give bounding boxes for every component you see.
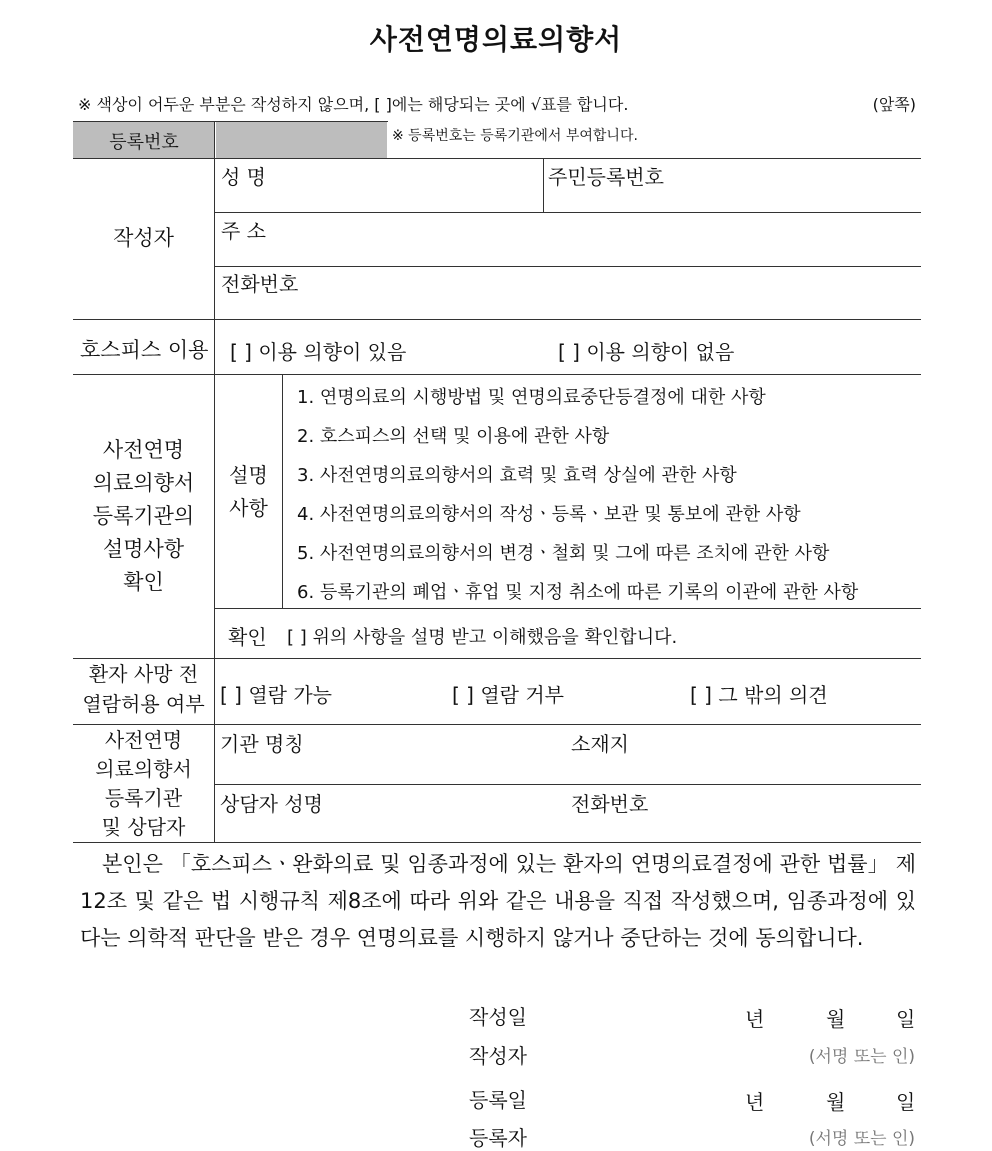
year-label: 년 (745, 1090, 765, 1114)
explanation-label-line: 설명사항 (102, 537, 185, 561)
document-title: 사전연명의료의향서 (369, 23, 623, 56)
institution-label-line: 사전연명 (104, 728, 183, 752)
explanation-item: 6. 등록기관의 폐업ㆍ휴업 및 지정 취소에 따른 기록의 이관에 관한 사항 (297, 582, 859, 603)
viewing-label-line: 열람허용 여부 (82, 692, 205, 716)
phone-label: 전화번호 (221, 272, 299, 296)
confirm-checkbox-text[interactable]: [ ] 위의 사항을 설명 받고 이해했음을 확인합니다. (287, 627, 678, 648)
page-side-label: (앞쪽) (872, 95, 916, 114)
explanation-item: 3. 사전연명의료의향서의 효력 및 효력 상실에 관한 사항 (297, 465, 737, 486)
rrn-label: 주민등록번호 (548, 165, 664, 189)
institution-location-label: 소재지 (571, 732, 629, 756)
institution-name-label: 기관 명칭 (220, 732, 304, 756)
day-label: 일 (896, 1007, 916, 1031)
registration-number-field (216, 121, 387, 158)
explanation-item: 4. 사전연명의료의향서의 작성ㆍ등록ㆍ보관 및 통보에 관한 사항 (297, 504, 801, 525)
explanation-item: 5. 사전연명의료의향서의 변경ㆍ철회 및 그에 따른 조치에 관한 사항 (297, 543, 830, 564)
address-label: 주 소 (221, 219, 266, 243)
name-label: 성 명 (221, 165, 266, 189)
rule (73, 724, 921, 725)
counselor-name-label: 상담자 성명 (220, 792, 323, 816)
institution-label-line: 의료의향서 (95, 757, 192, 781)
year-label: 년 (745, 1007, 765, 1031)
rule (73, 158, 921, 159)
written-date-label: 작성일 (469, 1005, 527, 1029)
registrar-sign-label: 등록자 (469, 1126, 527, 1150)
viewing-label (73, 659, 214, 719)
registration-note: ※ 등록번호는 등록기관에서 부여합니다. (392, 128, 638, 144)
author-sign-hint: (서명 또는 인) (808, 1047, 915, 1067)
rule (282, 374, 283, 608)
month-label: 월 (826, 1007, 846, 1031)
hospice-option-no[interactable]: [ ] 이용 의향이 없음 (558, 340, 735, 364)
items-label-line: 사항 (229, 496, 268, 520)
registration-label: 등록번호 (109, 132, 179, 153)
registrar-sign-hint: (서명 또는 인) (808, 1129, 915, 1149)
hospice-label: 호스피스 이용 (80, 338, 209, 362)
institution-label-line: 및 상담자 (101, 815, 186, 839)
explanation-label-line: 등록기관의 (92, 504, 195, 528)
viewing-option-other[interactable]: [ ] 그 밖의 의견 (690, 683, 828, 707)
viewing-option-allow[interactable]: [ ] 열람 가능 (220, 683, 332, 707)
explanation-item: 2. 호스피스의 선택 및 이용에 관한 사항 (297, 426, 610, 447)
explanation-section-label (73, 434, 214, 599)
declaration-text: 본인은 「호스피스ㆍ완화의료 및 임종과정에 있는 환자의 연명의료결정에 관한 법률」 제12조 및 같은 법 시행규칙 제8조에 따라 위와 같은 내용을 직접 작성했으며, 임종과정에 있다는 의학적 판단을 받은 경우 연명의료를 시행하지 않거나 중단하는 것에 동의합니다. (80, 852, 916, 950)
author-section-label: 작성자 (113, 226, 174, 250)
day-label: 일 (896, 1090, 916, 1114)
registered-date-label: 등록일 (469, 1088, 527, 1112)
rule (215, 266, 921, 267)
viewing-label-line: 환자 사망 전 (88, 662, 199, 686)
declaration-paragraph (80, 846, 916, 957)
institution-section-label (73, 726, 214, 842)
rule (73, 121, 388, 122)
rule (73, 842, 921, 843)
institution-label-line: 등록기관 (104, 786, 183, 810)
author-sign-label: 작성자 (469, 1044, 527, 1068)
rule (215, 608, 921, 609)
rule (73, 319, 921, 320)
hospice-option-yes[interactable]: [ ] 이용 의향이 있음 (230, 340, 407, 364)
rule (215, 784, 921, 785)
items-label-line: 설명 (229, 463, 268, 487)
rule (543, 158, 544, 212)
explanation-label-line: 확인 (123, 570, 164, 594)
rule (73, 374, 921, 375)
month-label: 월 (826, 1090, 846, 1114)
viewing-option-deny[interactable]: [ ] 열람 거부 (452, 683, 564, 707)
confirm-label: 확인 (228, 625, 267, 649)
explanation-label-line: 의료의향서 (92, 471, 195, 495)
explanation-label-line: 사전연명 (102, 438, 185, 462)
explanation-item: 1. 연명의료의 시행방법 및 연명의료중단등결정에 대한 사항 (297, 387, 766, 408)
rule (215, 212, 921, 213)
institution-phone-label: 전화번호 (571, 792, 649, 816)
explanation-items-label (215, 459, 282, 525)
instruction-note: ※ 색상이 어두운 부분은 작성하지 않으며, [ ]에는 해당되는 곳에 √표를 합니다. (78, 95, 629, 114)
